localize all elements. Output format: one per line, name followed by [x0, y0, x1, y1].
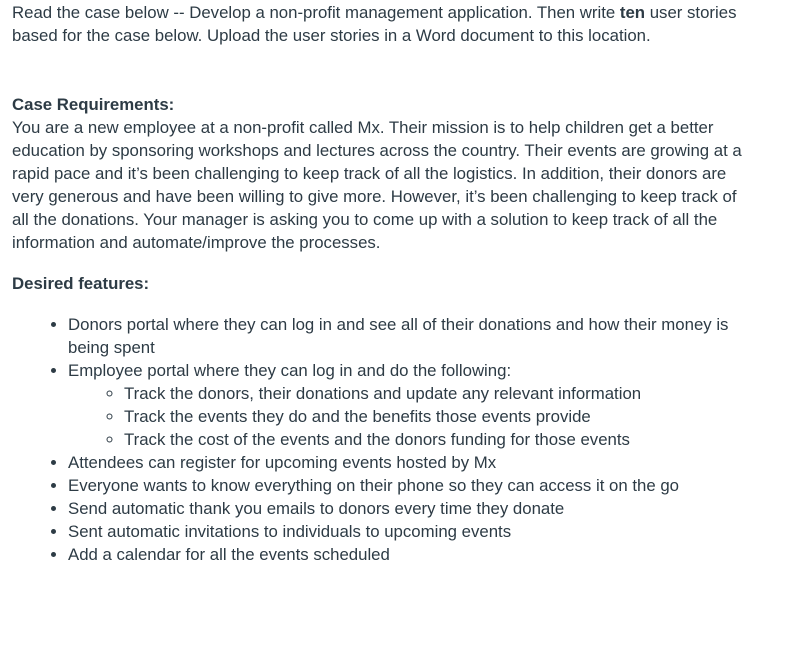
features-list	[12, 313, 757, 566]
spacer	[12, 70, 757, 93]
sub-list-item: ◦ Track the events they do and the benefits those events provide	[124, 405, 757, 428]
list-item: • Send automatic thank you emails to donors every time they donate	[68, 497, 757, 520]
case-requirements-heading: Case Requirements:	[12, 95, 175, 114]
intro-text: Read the case below -- Develop a non-profit management application. Then write	[12, 3, 620, 22]
list-item: • Attendees can register for upcoming events hosted by Mx	[68, 451, 757, 474]
list-item: • Donors portal where they can log in and see all of their donations and how their money is being spent	[68, 313, 757, 359]
sub-list-item: ◦ Track the donors, their donations and update any relevant information	[124, 382, 757, 405]
assignment-document	[12, 1, 757, 566]
intro-paragraph	[12, 1, 757, 47]
list-item: • Everyone wants to know everything on their phone so they can access it on the go	[68, 474, 757, 497]
list-item	[68, 359, 757, 451]
sub-list-item: ◦ Track the cost of the events and the donors funding for those events	[124, 428, 757, 451]
desired-features-heading: Desired features:	[12, 274, 150, 293]
intro-text-end: user stories based for the case below. Upload the user stories in a Word document to this location.	[12, 3, 737, 45]
employee-subitems-list	[68, 382, 757, 451]
case-requirements-body: You are a new employee at a non-profit called Mx. Their mission is to help children get a better education by sponsoring workshops and lectures across the country. Their events are growing at a rapid pace and it’s been challenging to keep track of all the logistics. In addition, their donors are very generous and have been willing to give more. However, it’s been challenging to keep track of all the donations. Your manager is asking you to come up with a solution to keep track of all the information and automate/improve the processes.	[12, 118, 742, 252]
list-item-text: Employee portal where they can log in and do the following:	[68, 361, 512, 380]
list-item: • Sent automatic invitations to individuals to upcoming events	[68, 520, 757, 543]
intro-bold-text: ten	[619, 3, 646, 22]
list-item: • Add a calendar for all the events scheduled	[68, 543, 757, 566]
